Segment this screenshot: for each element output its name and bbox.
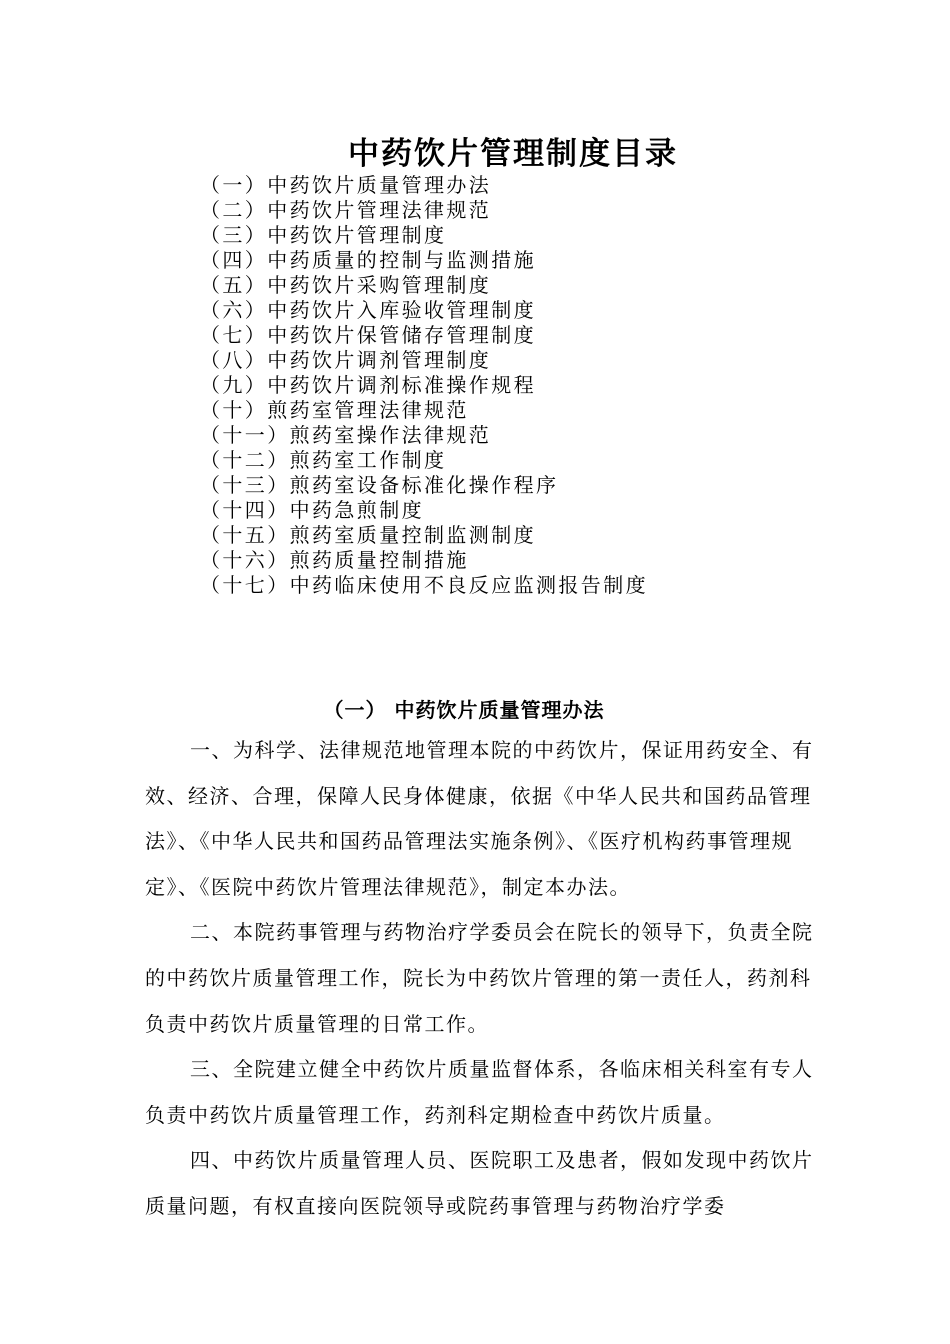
- toc-item: （五）中药饮片采购管理制度: [200, 273, 492, 297]
- toc-item: （二）中药饮片管理法律规范: [200, 198, 492, 222]
- toc-item: （七）中药饮片保管储存管理制度: [200, 323, 536, 347]
- toc-item: （十二）煎药室工作制度: [200, 448, 447, 472]
- toc-item: （四）中药质量的控制与监测措施: [200, 248, 536, 272]
- toc-item: （十四）中药急煎制度: [200, 498, 424, 522]
- toc-item: （八）中药饮片调剂管理制度: [200, 348, 492, 372]
- section-body: [145, 728, 825, 1230]
- toc-item: （十）煎药室管理法律规范: [200, 398, 469, 422]
- toc-item: （十五）煎药室质量控制监测制度: [200, 523, 536, 547]
- body-paragraph: 二、本院药事管理与药物治疗学委员会在院长的领导下，负责全院的中药饮片质量管理工作，院长为中药饮片管理的第一责任人，药剂科负责中药饮片质量管理的日常工作。: [145, 920, 814, 1036]
- toc-item: （十一）煎药室操作法律规范: [200, 423, 492, 447]
- section-heading: （一） 中药饮片质量管理办法: [323, 698, 605, 722]
- toc-item: （九）中药饮片调剂标准操作规程: [200, 373, 536, 397]
- toc-item: （十三）煎药室设备标准化操作程序: [200, 473, 559, 497]
- table-of-contents: [200, 173, 648, 598]
- toc-item: （十六）煎药质量控制措施: [200, 548, 469, 572]
- document-title: 中药饮片管理制度目录: [348, 136, 678, 172]
- toc-item: （一）中药饮片质量管理办法: [200, 173, 492, 197]
- toc-item: （三）中药饮片管理制度: [200, 223, 447, 247]
- toc-item: （十七）中药临床使用不良反应监测报告制度: [200, 573, 648, 597]
- body-paragraph: 一、为科学、法律规范地管理本院的中药饮片，保证用药安全、有效、经济、合理，保障人民身体健康，依据《中华人民共和国药品管理法》、《中华人民共和国药品管理法实施条例》、《医疗机构药事管理规定》、《医院中药饮片管理法律规范》，制定本办法。: [145, 738, 814, 899]
- body-paragraph: 三、全院建立健全中药饮片质量监督体系，各临床相关科室有专人负责中药饮片质量管理工作，药剂科定期检查中药饮片质量。: [145, 1057, 814, 1127]
- toc-item: （六）中药饮片入库验收管理制度: [200, 298, 536, 322]
- body-paragraph: 四、中药饮片质量管理人员、医院职工及患者，假如发现中药饮片质量问题，有权直接向医院领导或院药事管理与药物治疗学委: [145, 1148, 814, 1218]
